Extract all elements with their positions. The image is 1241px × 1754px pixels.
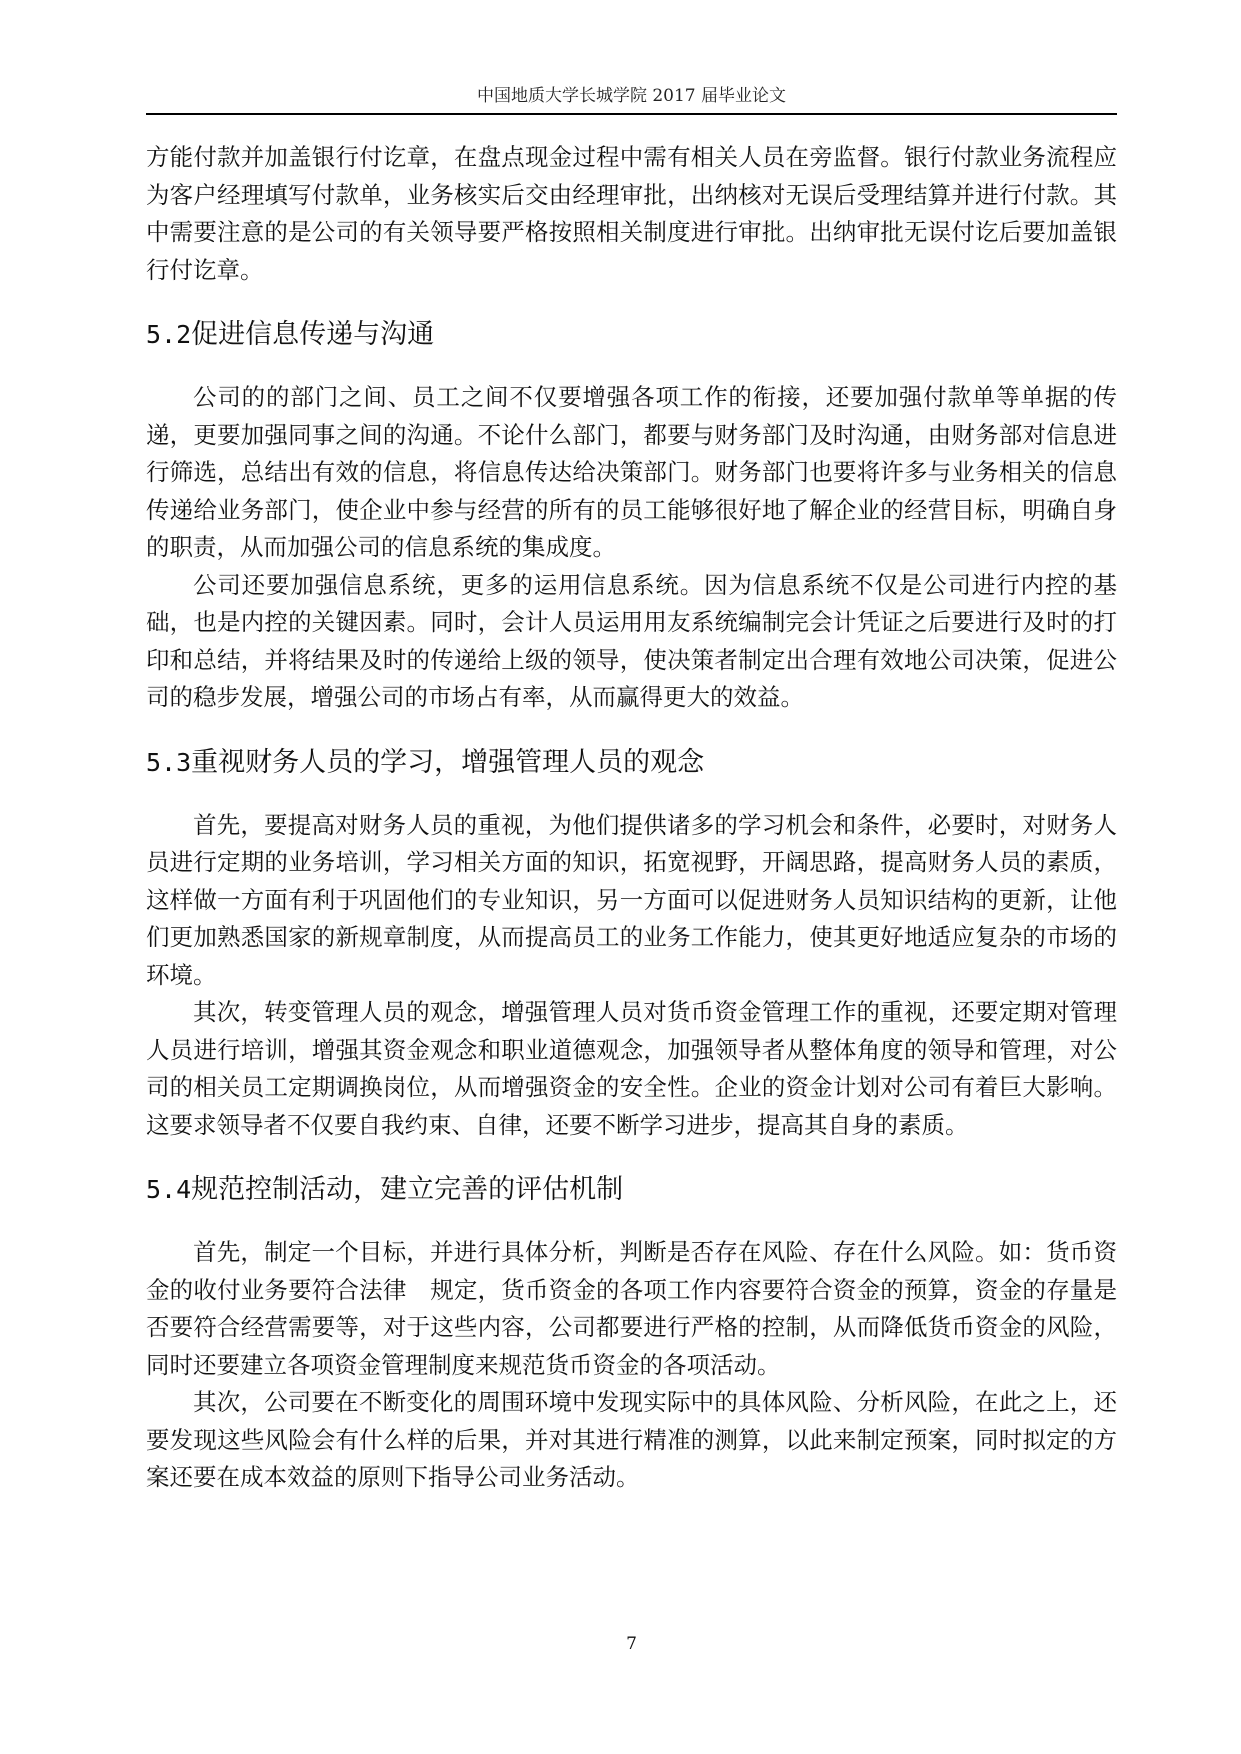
section-heading-5-3 (146, 743, 1117, 783)
page-header: 中国地质大学长城学院 2017 届毕业论文 (476, 86, 787, 106)
body-paragraph: 首先，制定一个目标，并进行具体分析，判断是否存在风险、存在什么风险。如：货币资金的收付业务要符合法律 规定，货币资金的各项工作内容要符合资金的预算，资金的存量是否要符合经营需要等，对于这些内容，公司都要进行严格的控制，从而降低货币资金的风险，同时还要建立各项资金管理制度来规范货币资金的各项活动。 (146, 1238, 1117, 1379)
page-number: 7 (626, 1634, 637, 1654)
section-title: 规范控制活动，建立完善的评估机制 (191, 1174, 624, 1205)
body-paragraph: 公司还要加强信息系统，更多的运用信息系统。因为信息系统不仅是公司进行内控的基础，也是内控的关键因素。同时，会计人员运用用友系统编制完会计凭证之后要进行及时的打印和总结，并将结果及时的传递给上级的领导，使决策者制定出合理有效地公司决策，促进公司的稳步发展，增强公司的市场占有率，从而赢得更大的效益。 (146, 570, 1117, 711)
document-body (146, 139, 1117, 1497)
intro-paragraph: 方能付款并加盖银行付讫章，在盘点现金过程中需有相关人员在旁监督。银行付款业务流程应为客户经理填写付款单，业务核实后交由经理审批，出纳核对无误后受理结算并进行付款。其中需要注意的是公司的有关领导要严格按照相关制度进行审批。出纳审批无误付讫后要加盖银行付讫章。 (146, 143, 1117, 284)
body-paragraph: 公司的的部门之间、员工之间不仅要增强各项工作的衔接，还要加强付款单等单据的传递，更要加强同事之间的沟通。不论什么部门，都要与财务部门及时沟通，由财务部对信息进行筛选，总结出有效的信息，将信息传达给决策部门。财务部门也要将许多与业务相关的信息传递给业务部门，使企业中参与经营的所有的员工能够很好地了解企业的经营目标，明确自身的职责，从而加强公司的信息系统的集成度。 (146, 383, 1117, 561)
section-heading-5-2 (146, 315, 1117, 355)
section-number: 5.2 (146, 320, 192, 349)
body-paragraph: 其次，转变管理人员的观念，增强管理人员对货币资金管理工作的重视，还要定期对管理人员进行培训，增强其资金观念和职业道德观念，加强领导者从整体角度的领导和管理，对公司的相关员工定期调换岗位，从而增强资金的安全性。企业的资金计划对公司有着巨大影响。这要求领导者不仅要自我约束、自律，还要不断学习进步，提高其自身的素质。 (146, 998, 1117, 1139)
section-number: 5.4 (146, 1175, 192, 1204)
section-title: 促进信息传递与沟通 (191, 319, 435, 350)
body-paragraph: 首先，要提高对财务人员的重视，为他们提供诸多的学习机会和条件，必要时，对财务人员进行定期的业务培训，学习相关方面的知识，拓宽视野，开阔思路，提高财务人员的素质，这样做一方面有利于巩固他们的专业知识，另一方面可以促进财务人员知识结构的更新，让他们更加熟悉国家的新规章制度，从而提高员工的业务工作能力，使其更好地适应复杂的市场的环境。 (146, 810, 1117, 989)
body-paragraph: 其次，公司要在不断变化的周围环境中发现实际中的具体风险、分析风险，在此之上，还要发现这些风险会有什么样的后果，并对其进行精准的测算，以此来制定预案，同时拟定的方案还要在成本效益的原则下指导公司业务活动。 (146, 1388, 1117, 1491)
section-heading-5-4 (146, 1170, 1117, 1210)
section-title: 重视财务人员的学习，增强管理人员的观念 (191, 746, 705, 778)
section-number: 5.3 (146, 747, 192, 777)
header-rule (146, 113, 1117, 115)
